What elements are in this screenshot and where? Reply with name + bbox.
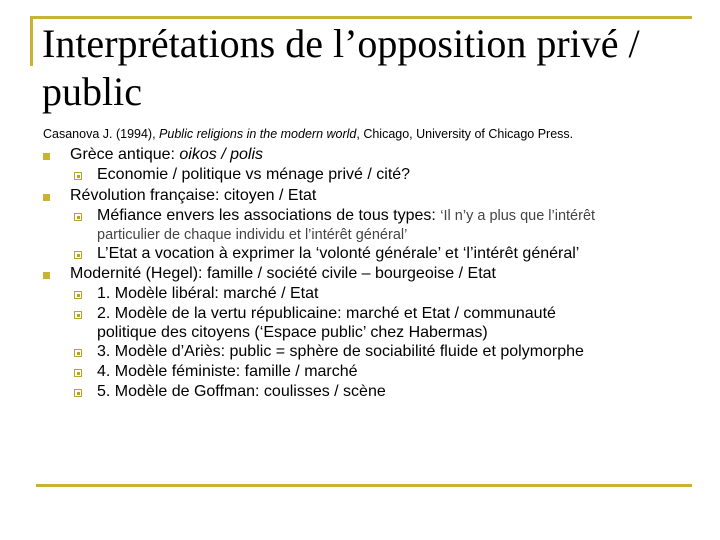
checkbox-bullet-icon (74, 291, 82, 299)
sub-item-label: Méfiance envers les associations de tous types: (97, 207, 441, 224)
checkbox-bullet-icon (74, 369, 82, 377)
sub-item (0, 165, 720, 185)
sub-item-label: 2. Modèle de la vertu républicaine: marché et Etat / communauté (97, 305, 556, 322)
item-label: Modernité (Hegel): famille / société civile – bourgeoise / Etat (70, 265, 496, 282)
citation-author: Casanova J. (1994), (43, 127, 160, 141)
sub-item (0, 244, 720, 264)
checkbox-bullet-icon (74, 172, 82, 180)
left-rule (30, 16, 33, 66)
slide-title: Interprétations de l’opposition privé / public (42, 21, 640, 114)
item-label: Révolution française: citoyen / Etat (70, 187, 317, 204)
checkbox-bullet-icon (74, 213, 82, 221)
list-item (0, 145, 720, 165)
sub-item-label: L’Etat a vocation à exprimer la ‘volonté générale’ et ‘l’intérêt général’ (97, 245, 580, 262)
sub-item (0, 362, 720, 382)
top-rule (30, 16, 692, 19)
citation (43, 126, 703, 142)
checkbox-bullet-icon (74, 251, 82, 259)
sub-item (0, 206, 720, 226)
sub-item-continued: politique des citoyens (‘Espace public’ chez Habermas) (97, 324, 488, 341)
sub-item (0, 284, 720, 304)
sub-item (0, 304, 720, 324)
item-label-emphasis: oikos / polis (179, 146, 263, 163)
item-label: Grèce antique: (70, 146, 180, 163)
sub-item-label: 1. Modèle libéral: marché / Etat (97, 285, 319, 302)
sub-item (0, 342, 720, 362)
citation-work: Public religions in the modern world (159, 127, 357, 141)
square-bullet-icon (43, 153, 50, 160)
sub-item (0, 382, 720, 402)
bullet-list (0, 145, 720, 402)
square-bullet-icon (43, 272, 50, 279)
sub-item-label: 4. Modèle féministe: famille / marché (97, 363, 358, 380)
sub-item-quote-continued: particulier de chaque individu et l’intérêt général’ (97, 227, 408, 243)
sub-item-label: 5. Modèle de Goffman: coulisses / scène (97, 383, 386, 400)
citation-publisher: , Chicago, University of Chicago Press. (356, 127, 574, 141)
bottom-rule (36, 484, 692, 487)
sub-item-label: 3. Modèle d’Ariès: public = sphère de sociabilité fluide et polymorphe (97, 343, 584, 360)
checkbox-bullet-icon (74, 349, 82, 357)
list-item (0, 264, 720, 284)
checkbox-bullet-icon (74, 311, 82, 319)
sub-item-quote: ‘Il n’y a plus que l’intérêt (440, 208, 596, 224)
sub-item-label: Economie / politique vs ménage privé / cité? (97, 166, 411, 183)
square-bullet-icon (43, 194, 50, 201)
checkbox-bullet-icon (74, 389, 82, 397)
list-item (0, 186, 720, 206)
